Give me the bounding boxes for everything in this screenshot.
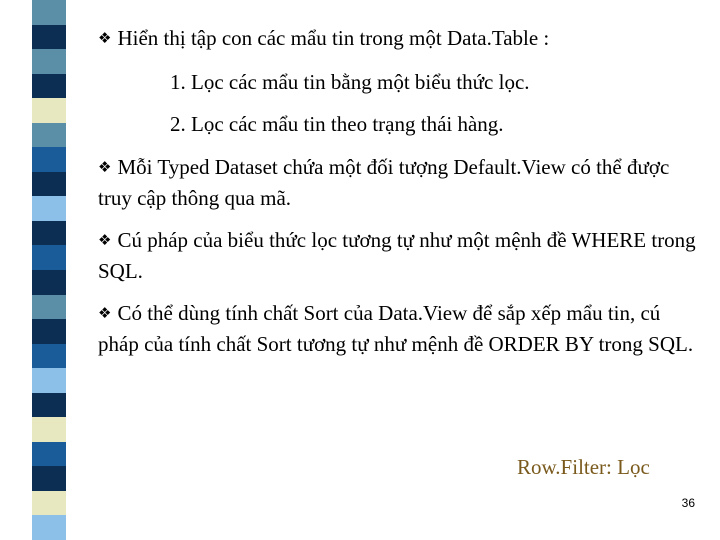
stripe-segment [32, 417, 66, 442]
bullet-text-3: Cú pháp của biểu thức lọc tương tự như một mệnh đề WHERE trong SQL. [98, 228, 696, 283]
row-filter-label: Row.Filter: Lọc [517, 455, 650, 479]
stripe-segment [32, 466, 66, 491]
bullet-text-1: Hiển thị tập con các mẩu tin trong một Data.Table : [117, 26, 550, 50]
stripe-segment [32, 442, 66, 467]
stripe-segment [32, 25, 66, 50]
stripe-segment [32, 515, 66, 540]
stripe-segment [32, 0, 66, 25]
stripe-segment [32, 344, 66, 369]
diamond-bullet-icon: ❖ [98, 231, 112, 249]
stripe-segment [32, 98, 66, 123]
bullet-paragraph-4 [98, 299, 698, 359]
bullet-paragraph-3 [98, 226, 698, 286]
stripe-segment [32, 147, 66, 172]
bullet-text-2: Mỗi Typed Dataset chứa một đối tượng Default.View có thể được truy cập thông qua mã. [98, 155, 670, 210]
stripe-segment [32, 295, 66, 320]
diamond-bullet-icon: ❖ [98, 158, 112, 176]
stripe-segment [32, 74, 66, 99]
stripe-segment [32, 368, 66, 393]
sub-item-2: 2. Lọc các mẩu tin theo trạng thái hàng. [170, 112, 504, 136]
decorative-stripe-bar [32, 0, 66, 540]
stripe-segment [32, 221, 66, 246]
bullet-paragraph-1 [98, 24, 698, 55]
stripe-segment [32, 49, 66, 74]
stripe-segment [32, 270, 66, 295]
stripe-segment [32, 172, 66, 197]
bullet-text-4: Có thể dùng tính chất Sort của Data.View để sắp xếp mẩu tin, cú pháp của tính chất Sort tương tự như mệnh đề ORDER BY trong SQL. [98, 301, 694, 356]
sub-item-1: 1. Lọc các mẩu tin bằng một biểu thức lọc. [170, 70, 530, 94]
stripe-segment [32, 196, 66, 221]
stripe-segment [32, 319, 66, 344]
diamond-bullet-icon: ❖ [98, 29, 112, 47]
slide-content [98, 24, 698, 359]
slide-number: 36 [681, 496, 695, 510]
stripe-segment [32, 245, 66, 270]
bullet-paragraph-2 [98, 153, 698, 213]
diamond-bullet-icon: ❖ [98, 304, 112, 322]
stripe-segment [32, 123, 66, 148]
stripe-segment [32, 491, 66, 516]
stripe-segment [32, 393, 66, 418]
